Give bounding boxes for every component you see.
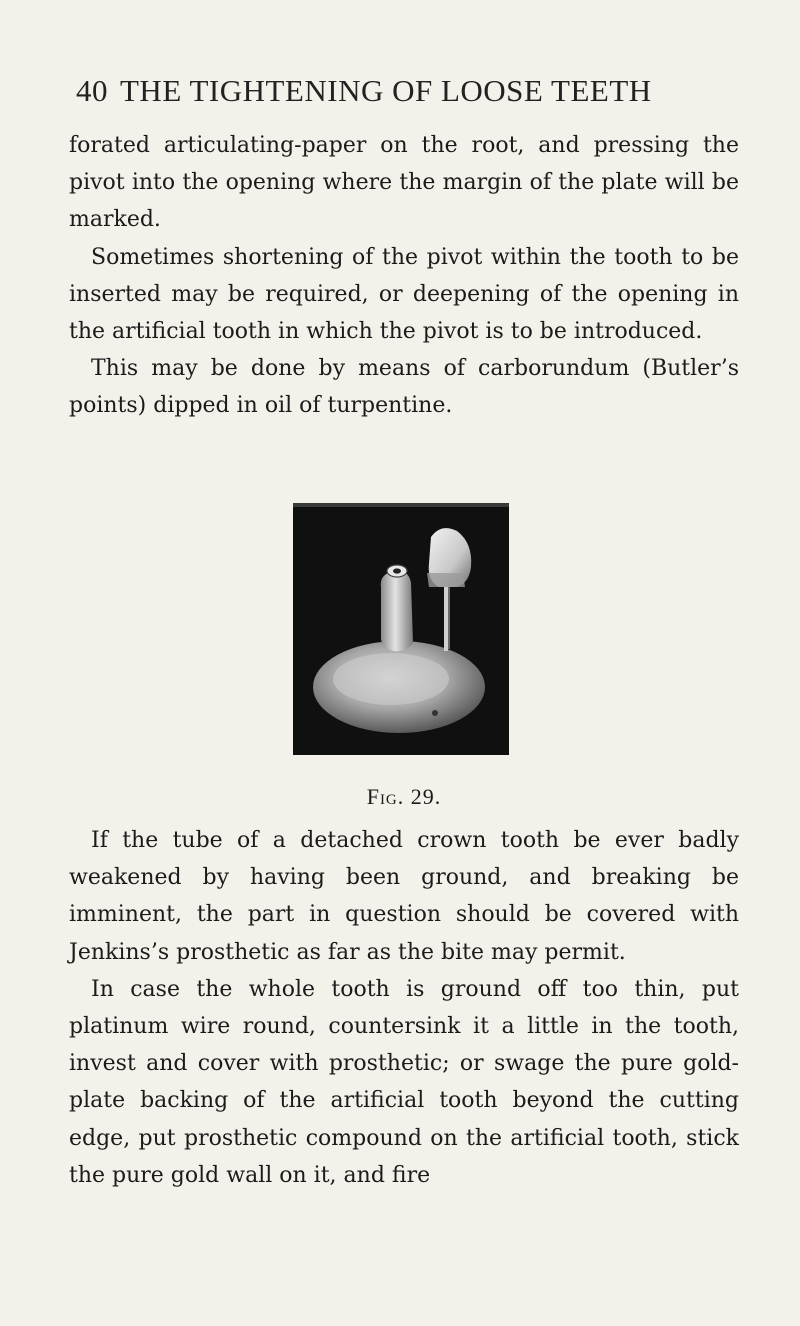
figure-29-image: [293, 503, 509, 755]
paragraph-continuation: forated articulating-paper on the root, and pressing the pivot into the opening where the margin of the plate will be marked.: [69, 133, 739, 233]
paragraph-shortening-pivot: Sometimes shortening of the pivot within the tooth to be inserted may be required, or deepening of the opening in the artificial tooth in which the pivot is to be introduced.: [69, 244, 739, 345]
text-block-top: [69, 127, 739, 425]
running-title: THE TIGHTENING OF LOOSE TEETH: [120, 73, 652, 108]
paragraph-ground-thin: In case the whole tooth is ground off too thin, put platinum wire round, countersink it a little in the tooth, invest and cover with prosthetic; or swage the pure gold-plate backing of the artificial tooth beyond the cutting edge, put prosthetic compound on the artificial tooth, stick the pure gold wall on it, and fire: [69, 976, 739, 1188]
running-header: [76, 73, 726, 109]
figure-caption: Fig. 29.: [366, 784, 442, 809]
paragraph-carborundum: This may be done by means of carborundum (Butler’s points) dipped in oil of turpentine.: [69, 356, 739, 419]
tooth-model-illustration: [293, 503, 509, 755]
page-number: 40: [76, 73, 108, 108]
paragraph-detached-crown: If the tube of a detached crown tooth be ever badly weakened by having been ground, and breaking be imminent, the part in question should be covered with Jenkins’s prosthetic as far as the bite may permit.: [69, 828, 739, 965]
text-block-bottom: [69, 822, 739, 1194]
